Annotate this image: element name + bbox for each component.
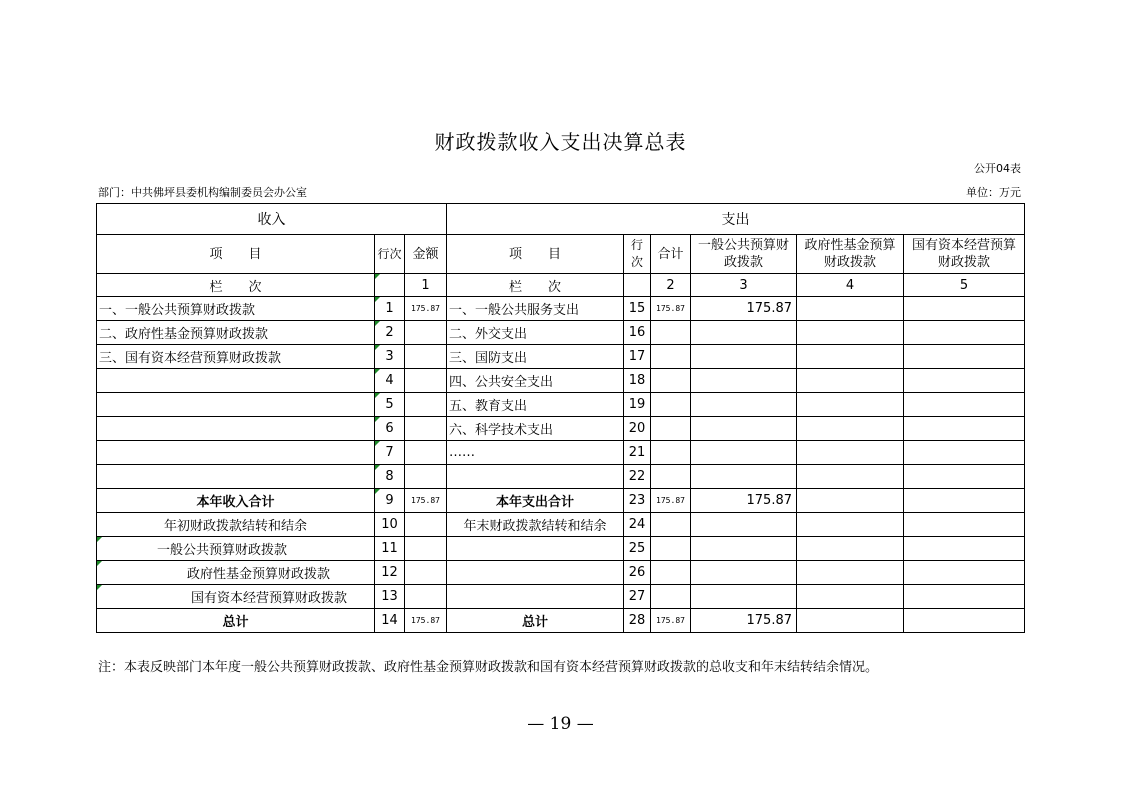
income-column-index-label: 栏 次: [97, 274, 375, 297]
expense-item-cell: 年末财政拨款结转和结余: [447, 513, 624, 537]
income-amount-cell: [405, 321, 447, 345]
expense-item-cell: 四、公共安全支出: [447, 369, 624, 393]
income-amount-cell: [405, 537, 447, 561]
fund-budget-cell: [797, 441, 904, 465]
expense-total-cell: [651, 585, 691, 609]
expense-total-cell: [651, 393, 691, 417]
income-amount-cell: 175.87: [405, 297, 447, 321]
income-row-no-cell: 7: [375, 441, 405, 465]
expense-total-cell: [651, 537, 691, 561]
income-amount-cell: [405, 345, 447, 369]
income-item-cell: [97, 441, 375, 465]
general-budget-cell: [691, 561, 797, 585]
general-budget-header: 一般公共预算财政拨款: [691, 235, 797, 274]
column-index-3: 3: [691, 274, 797, 297]
income-amount-header: 金额: [405, 235, 447, 274]
fund-budget-cell: [797, 489, 904, 513]
expense-row-no-cell: 27: [624, 585, 651, 609]
expense-row-no-cell: 16: [624, 321, 651, 345]
general-budget-cell: [691, 393, 797, 417]
income-row-no-cell: 14: [375, 609, 405, 633]
expense-item-header: 项 目: [447, 235, 624, 274]
table-row: [97, 417, 1025, 441]
fund-budget-cell: [797, 585, 904, 609]
expense-column-index-label: 栏 次: [447, 274, 624, 297]
expense-section-header: 支出: [447, 204, 1025, 235]
income-row-no-header: 行次: [375, 235, 405, 274]
fiscal-summary-table: [96, 203, 1025, 633]
expense-row-no-cell: 17: [624, 345, 651, 369]
income-item-cell: 国有资本经营预算财政拨款: [97, 585, 375, 609]
state-capital-cell: [904, 561, 1025, 585]
expense-item-cell: 二、外交支出: [447, 321, 624, 345]
income-row-no-cell: 2: [375, 321, 405, 345]
total-header: 合计: [651, 235, 691, 274]
expense-item-cell: 一、一般公共服务支出: [447, 297, 624, 321]
column-index-2: 2: [651, 274, 691, 297]
table-row: [97, 537, 1025, 561]
income-item-cell: 二、政府性基金预算财政拨款: [97, 321, 375, 345]
general-budget-cell: [691, 465, 797, 489]
expense-row-no-cell: 26: [624, 561, 651, 585]
income-amount-cell: 175.87: [405, 609, 447, 633]
expense-item-cell: [447, 561, 624, 585]
table-row: [97, 369, 1025, 393]
fund-budget-cell: [797, 321, 904, 345]
income-item-cell: 总计: [97, 609, 375, 633]
expense-row-no-cell: 20: [624, 417, 651, 441]
fund-budget-cell: [797, 609, 904, 633]
general-budget-cell: [691, 369, 797, 393]
state-capital-cell: [904, 321, 1025, 345]
unit-label: 单位：万元: [966, 186, 1021, 199]
table-row: [97, 561, 1025, 585]
expense-item-cell: 六、科学技术支出: [447, 417, 624, 441]
income-item-cell: [97, 393, 375, 417]
expense-row-no-cell: 23: [624, 489, 651, 513]
income-amount-cell: [405, 465, 447, 489]
expense-row-no-cell: 22: [624, 465, 651, 489]
state-capital-cell: [904, 465, 1025, 489]
report-title: 财政拨款收入支出决算总表: [434, 130, 687, 154]
table-row: [97, 489, 1025, 513]
income-row-no-cell: 8: [375, 465, 405, 489]
expense-row-no-cell: 18: [624, 369, 651, 393]
income-amount-cell: [405, 417, 447, 441]
expense-item-cell: [447, 465, 624, 489]
general-budget-cell: 175.87: [691, 609, 797, 633]
income-amount-cell: [405, 369, 447, 393]
expense-total-cell: 175.87: [651, 297, 691, 321]
fund-budget-header: 政府性基金预算财政拨款: [797, 235, 904, 274]
table-row: [97, 609, 1025, 633]
table-row: [97, 513, 1025, 537]
expense-item-cell: 三、国防支出: [447, 345, 624, 369]
column-index-1: 1: [405, 274, 447, 297]
state-capital-header: 国有资本经营预算财政拨款: [904, 235, 1025, 274]
fund-budget-cell: [797, 345, 904, 369]
fund-budget-cell: [797, 393, 904, 417]
income-amount-cell: [405, 561, 447, 585]
table-row: [97, 441, 1025, 465]
expense-item-cell: [447, 537, 624, 561]
income-amount-cell: [405, 441, 447, 465]
general-budget-cell: 175.87: [691, 489, 797, 513]
table-row: [97, 297, 1025, 321]
expense-row-no-header: 行次: [624, 235, 651, 274]
income-amount-cell: 175.87: [405, 489, 447, 513]
expense-total-cell: [651, 345, 691, 369]
expense-item-cell: 总计: [447, 609, 624, 633]
income-item-cell: 一般公共预算财政拨款: [97, 537, 375, 561]
table-row: [97, 465, 1025, 489]
income-column-index-blank: [375, 274, 405, 297]
general-budget-cell: [691, 321, 797, 345]
income-row-no-cell: 4: [375, 369, 405, 393]
income-item-cell: [97, 417, 375, 441]
income-item-cell: [97, 465, 375, 489]
fund-budget-cell: [797, 369, 904, 393]
expense-total-cell: [651, 513, 691, 537]
expense-column-index-blank: [624, 274, 651, 297]
state-capital-cell: [904, 489, 1025, 513]
fund-budget-cell: [797, 465, 904, 489]
general-budget-cell: [691, 345, 797, 369]
income-section-header: 收入: [97, 204, 447, 235]
expense-total-cell: [651, 321, 691, 345]
expense-item-cell: 五、教育支出: [447, 393, 624, 417]
general-budget-cell: [691, 441, 797, 465]
expense-row-no-cell: 25: [624, 537, 651, 561]
expense-total-cell: [651, 417, 691, 441]
fund-budget-cell: [797, 537, 904, 561]
expense-row-no-cell: 19: [624, 393, 651, 417]
expense-total-cell: [651, 465, 691, 489]
column-index-5: 5: [904, 274, 1025, 297]
state-capital-cell: [904, 609, 1025, 633]
state-capital-cell: [904, 513, 1025, 537]
income-item-cell: 政府性基金预算财政拨款: [97, 561, 375, 585]
income-item-header: 项 目: [97, 235, 375, 274]
table-row: [97, 345, 1025, 369]
income-row-no-cell: 1: [375, 297, 405, 321]
state-capital-cell: [904, 585, 1025, 609]
general-budget-cell: [691, 585, 797, 609]
income-row-no-cell: 5: [375, 393, 405, 417]
page-number: — 19 —: [527, 714, 594, 734]
expense-total-cell: [651, 441, 691, 465]
income-row-no-cell: 9: [375, 489, 405, 513]
income-item-cell: 一、一般公共预算财政拨款: [97, 297, 375, 321]
fund-budget-cell: [797, 297, 904, 321]
income-item-cell: 三、国有资本经营预算财政拨款: [97, 345, 375, 369]
expense-row-no-cell: 28: [624, 609, 651, 633]
state-capital-cell: [904, 369, 1025, 393]
expense-item-cell: ……: [447, 441, 624, 465]
expense-row-no-cell: 15: [624, 297, 651, 321]
state-capital-cell: [904, 537, 1025, 561]
general-budget-cell: [691, 537, 797, 561]
income-row-no-cell: 10: [375, 513, 405, 537]
income-item-cell: [97, 369, 375, 393]
state-capital-cell: [904, 297, 1025, 321]
expense-row-no-cell: 24: [624, 513, 651, 537]
form-number: 公开04表: [974, 162, 1021, 175]
expense-total-cell: 175.87: [651, 489, 691, 513]
income-row-no-cell: 6: [375, 417, 405, 441]
state-capital-cell: [904, 417, 1025, 441]
income-item-cell: 年初财政拨款结转和结余: [97, 513, 375, 537]
state-capital-cell: [904, 441, 1025, 465]
general-budget-cell: [691, 513, 797, 537]
expense-row-no-cell: 21: [624, 441, 651, 465]
expense-item-cell: [447, 585, 624, 609]
income-amount-cell: [405, 513, 447, 537]
table-row: [97, 393, 1025, 417]
state-capital-cell: [904, 345, 1025, 369]
column-index-4: 4: [797, 274, 904, 297]
department-label: 部门：中共佛坪县委机构编制委员会办公室: [98, 186, 307, 199]
expense-total-cell: [651, 561, 691, 585]
income-row-no-cell: 12: [375, 561, 405, 585]
general-budget-cell: [691, 417, 797, 441]
fund-budget-cell: [797, 561, 904, 585]
expense-item-cell: 本年支出合计: [447, 489, 624, 513]
income-row-no-cell: 13: [375, 585, 405, 609]
income-row-no-cell: 11: [375, 537, 405, 561]
income-amount-cell: [405, 585, 447, 609]
table-note: 注：本表反映部门本年度一般公共预算财政拨款、政府性基金预算财政拨款和国有资本经营预算财政拨款的总收支和年末结转结余情况。: [98, 660, 879, 675]
income-amount-cell: [405, 393, 447, 417]
table-row: [97, 585, 1025, 609]
general-budget-cell: 175.87: [691, 297, 797, 321]
expense-total-cell: 175.87: [651, 609, 691, 633]
income-row-no-cell: 3: [375, 345, 405, 369]
table-row: [97, 321, 1025, 345]
fund-budget-cell: [797, 417, 904, 441]
fund-budget-cell: [797, 513, 904, 537]
income-item-cell: 本年收入合计: [97, 489, 375, 513]
expense-total-cell: [651, 369, 691, 393]
state-capital-cell: [904, 393, 1025, 417]
